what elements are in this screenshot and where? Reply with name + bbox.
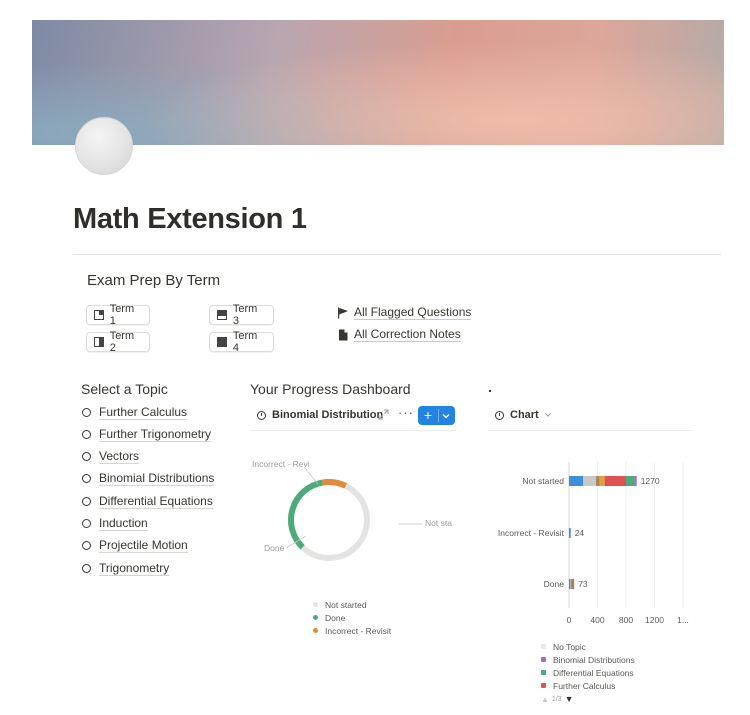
x-tick-label: 1200	[645, 615, 664, 625]
legend-item	[541, 679, 635, 692]
legend-label: Differential Equations	[553, 667, 634, 678]
legend-label: Further Calculus	[553, 680, 616, 691]
legend-pager[interactable]	[541, 694, 574, 704]
bar-segment	[569, 579, 570, 589]
topic-item[interactable]	[82, 559, 169, 577]
topic-item[interactable]	[82, 425, 211, 443]
legend-item	[541, 640, 635, 653]
legend-label: No Topic	[553, 641, 586, 652]
plus-icon: +	[423, 407, 433, 423]
legend-item	[541, 653, 635, 666]
bar-segment	[626, 476, 635, 486]
legend-label: Incorrect - Revisit	[325, 625, 392, 636]
all-flagged-questions-label: All Flagged Questions	[354, 305, 472, 319]
term-1-icon	[94, 310, 104, 320]
legend-swatch	[541, 644, 546, 649]
term-4-label: Term 4	[232, 330, 258, 354]
legend-swatch	[541, 657, 546, 662]
topic-item[interactable]	[82, 403, 187, 421]
topic-label: Trigonometry	[99, 560, 170, 575]
view-name: Binomial Distribution	[272, 409, 384, 421]
chart-view-divider	[488, 430, 692, 431]
bar-legend	[541, 640, 635, 692]
circle-icon	[82, 497, 91, 506]
donut-legend	[313, 598, 391, 637]
term-2-icon	[94, 337, 104, 347]
topic-label: Projectile Motion	[99, 538, 188, 553]
category-label: Incorrect - Revisit	[497, 528, 564, 538]
chevron-down-icon[interactable]	[439, 411, 453, 421]
topic-item[interactable]	[82, 470, 214, 488]
term-3-icon	[217, 310, 227, 320]
bar-segment	[583, 476, 596, 486]
bar-segment	[635, 476, 637, 486]
slice-label: Done	[264, 543, 285, 553]
new-button[interactable]	[418, 406, 455, 425]
legend-item	[313, 598, 391, 611]
term-1-label: Term 1	[109, 303, 135, 327]
topic-label: Further Trigonometry	[99, 426, 212, 441]
x-tick-label: 800	[618, 615, 634, 625]
view-divider	[250, 430, 456, 431]
topics-heading: Select a Topic	[81, 381, 168, 397]
topic-item[interactable]	[82, 448, 139, 466]
x-tick-label: 0	[566, 615, 572, 625]
circle-icon	[82, 408, 91, 417]
term-4-button[interactable]	[209, 332, 274, 352]
legend-next-icon[interactable]: ▼	[564, 694, 574, 704]
chart-view-selector[interactable]	[495, 409, 553, 421]
x-tick-label: 400	[590, 615, 605, 625]
term-1-button[interactable]	[86, 305, 150, 325]
topic-item[interactable]	[82, 515, 148, 533]
legend-item	[541, 666, 635, 679]
category-label: Not started	[522, 476, 564, 486]
clock-icon	[257, 411, 266, 420]
bar-segment	[596, 476, 600, 486]
bar-segment	[600, 476, 605, 486]
slice-label: Incorrect - Revi	[252, 459, 310, 469]
bar-total-label: 24	[574, 528, 585, 538]
more-icon[interactable]: ···	[398, 405, 414, 420]
legend-swatch	[313, 602, 318, 607]
slice-incorrect-revisit	[322, 482, 345, 486]
bar-total-label: 73	[578, 579, 588, 589]
topic-label: Further Calculus	[99, 404, 188, 419]
legend-item	[313, 611, 391, 624]
term-4-icon	[217, 337, 227, 347]
slice-done	[291, 483, 322, 548]
circle-icon	[82, 430, 91, 439]
topic-label: Binomial Distributions	[99, 471, 215, 486]
cover-image[interactable]	[32, 20, 724, 145]
chart-heading: .	[488, 379, 492, 395]
category-label: Done	[543, 579, 564, 589]
legend-swatch	[313, 615, 318, 620]
legend-page-label: 1/3	[551, 695, 562, 703]
legend-label: Binomial Distributions	[553, 654, 635, 665]
donut-chart[interactable]	[246, 440, 461, 595]
topic-item[interactable]	[82, 537, 188, 555]
all-flagged-questions-link[interactable]	[337, 305, 471, 320]
slice-label: Not sta	[425, 518, 452, 528]
legend-prev-icon[interactable]: ▲	[541, 694, 549, 704]
topic-label: Vectors	[99, 449, 140, 464]
circle-icon	[82, 452, 91, 461]
dashboard-heading: Your Progress Dashboard	[250, 381, 411, 397]
bar-segment	[571, 579, 574, 589]
topic-label: Differential Equations	[99, 493, 213, 508]
leader-line	[304, 467, 318, 484]
view-selector[interactable]	[257, 409, 383, 421]
flag-icon	[337, 307, 349, 319]
chart-view-name: Chart	[510, 409, 539, 421]
page-title[interactable]: Math Extension 1	[73, 203, 307, 235]
x-tick-label: 1...	[677, 615, 689, 625]
page-icon[interactable]	[75, 117, 133, 175]
legend-label: Done	[325, 612, 346, 623]
bar-chart[interactable]	[486, 440, 696, 635]
chevron-down-icon	[543, 411, 553, 419]
legend-swatch	[313, 628, 318, 633]
legend-swatch	[541, 670, 546, 675]
bar-segment	[569, 528, 571, 538]
all-correction-notes-link[interactable]	[337, 327, 461, 342]
circle-icon	[82, 474, 91, 483]
legend-label: Not started	[325, 599, 367, 610]
circle-icon	[82, 541, 91, 550]
bar-total-label: 1270	[640, 476, 660, 486]
circle-icon	[82, 519, 91, 528]
term-2-button[interactable]	[86, 332, 150, 352]
term-3-button[interactable]	[209, 305, 274, 325]
legend-swatch	[541, 683, 546, 688]
divider	[73, 254, 721, 255]
clock-icon	[495, 411, 504, 420]
exam-prep-heading: Exam Prep By Term	[87, 272, 221, 289]
circle-icon	[82, 564, 91, 573]
bar-segment	[569, 476, 583, 486]
expand-icon[interactable]	[378, 409, 389, 420]
document-icon	[337, 329, 349, 341]
bar-segment	[605, 476, 626, 486]
all-correction-notes-label: All Correction Notes	[354, 327, 461, 341]
term-2-label: Term 2	[109, 330, 135, 354]
term-3-label: Term 3	[232, 303, 258, 327]
legend-item	[313, 624, 391, 637]
topic-item[interactable]	[82, 492, 213, 510]
topic-label: Induction	[99, 516, 148, 530]
